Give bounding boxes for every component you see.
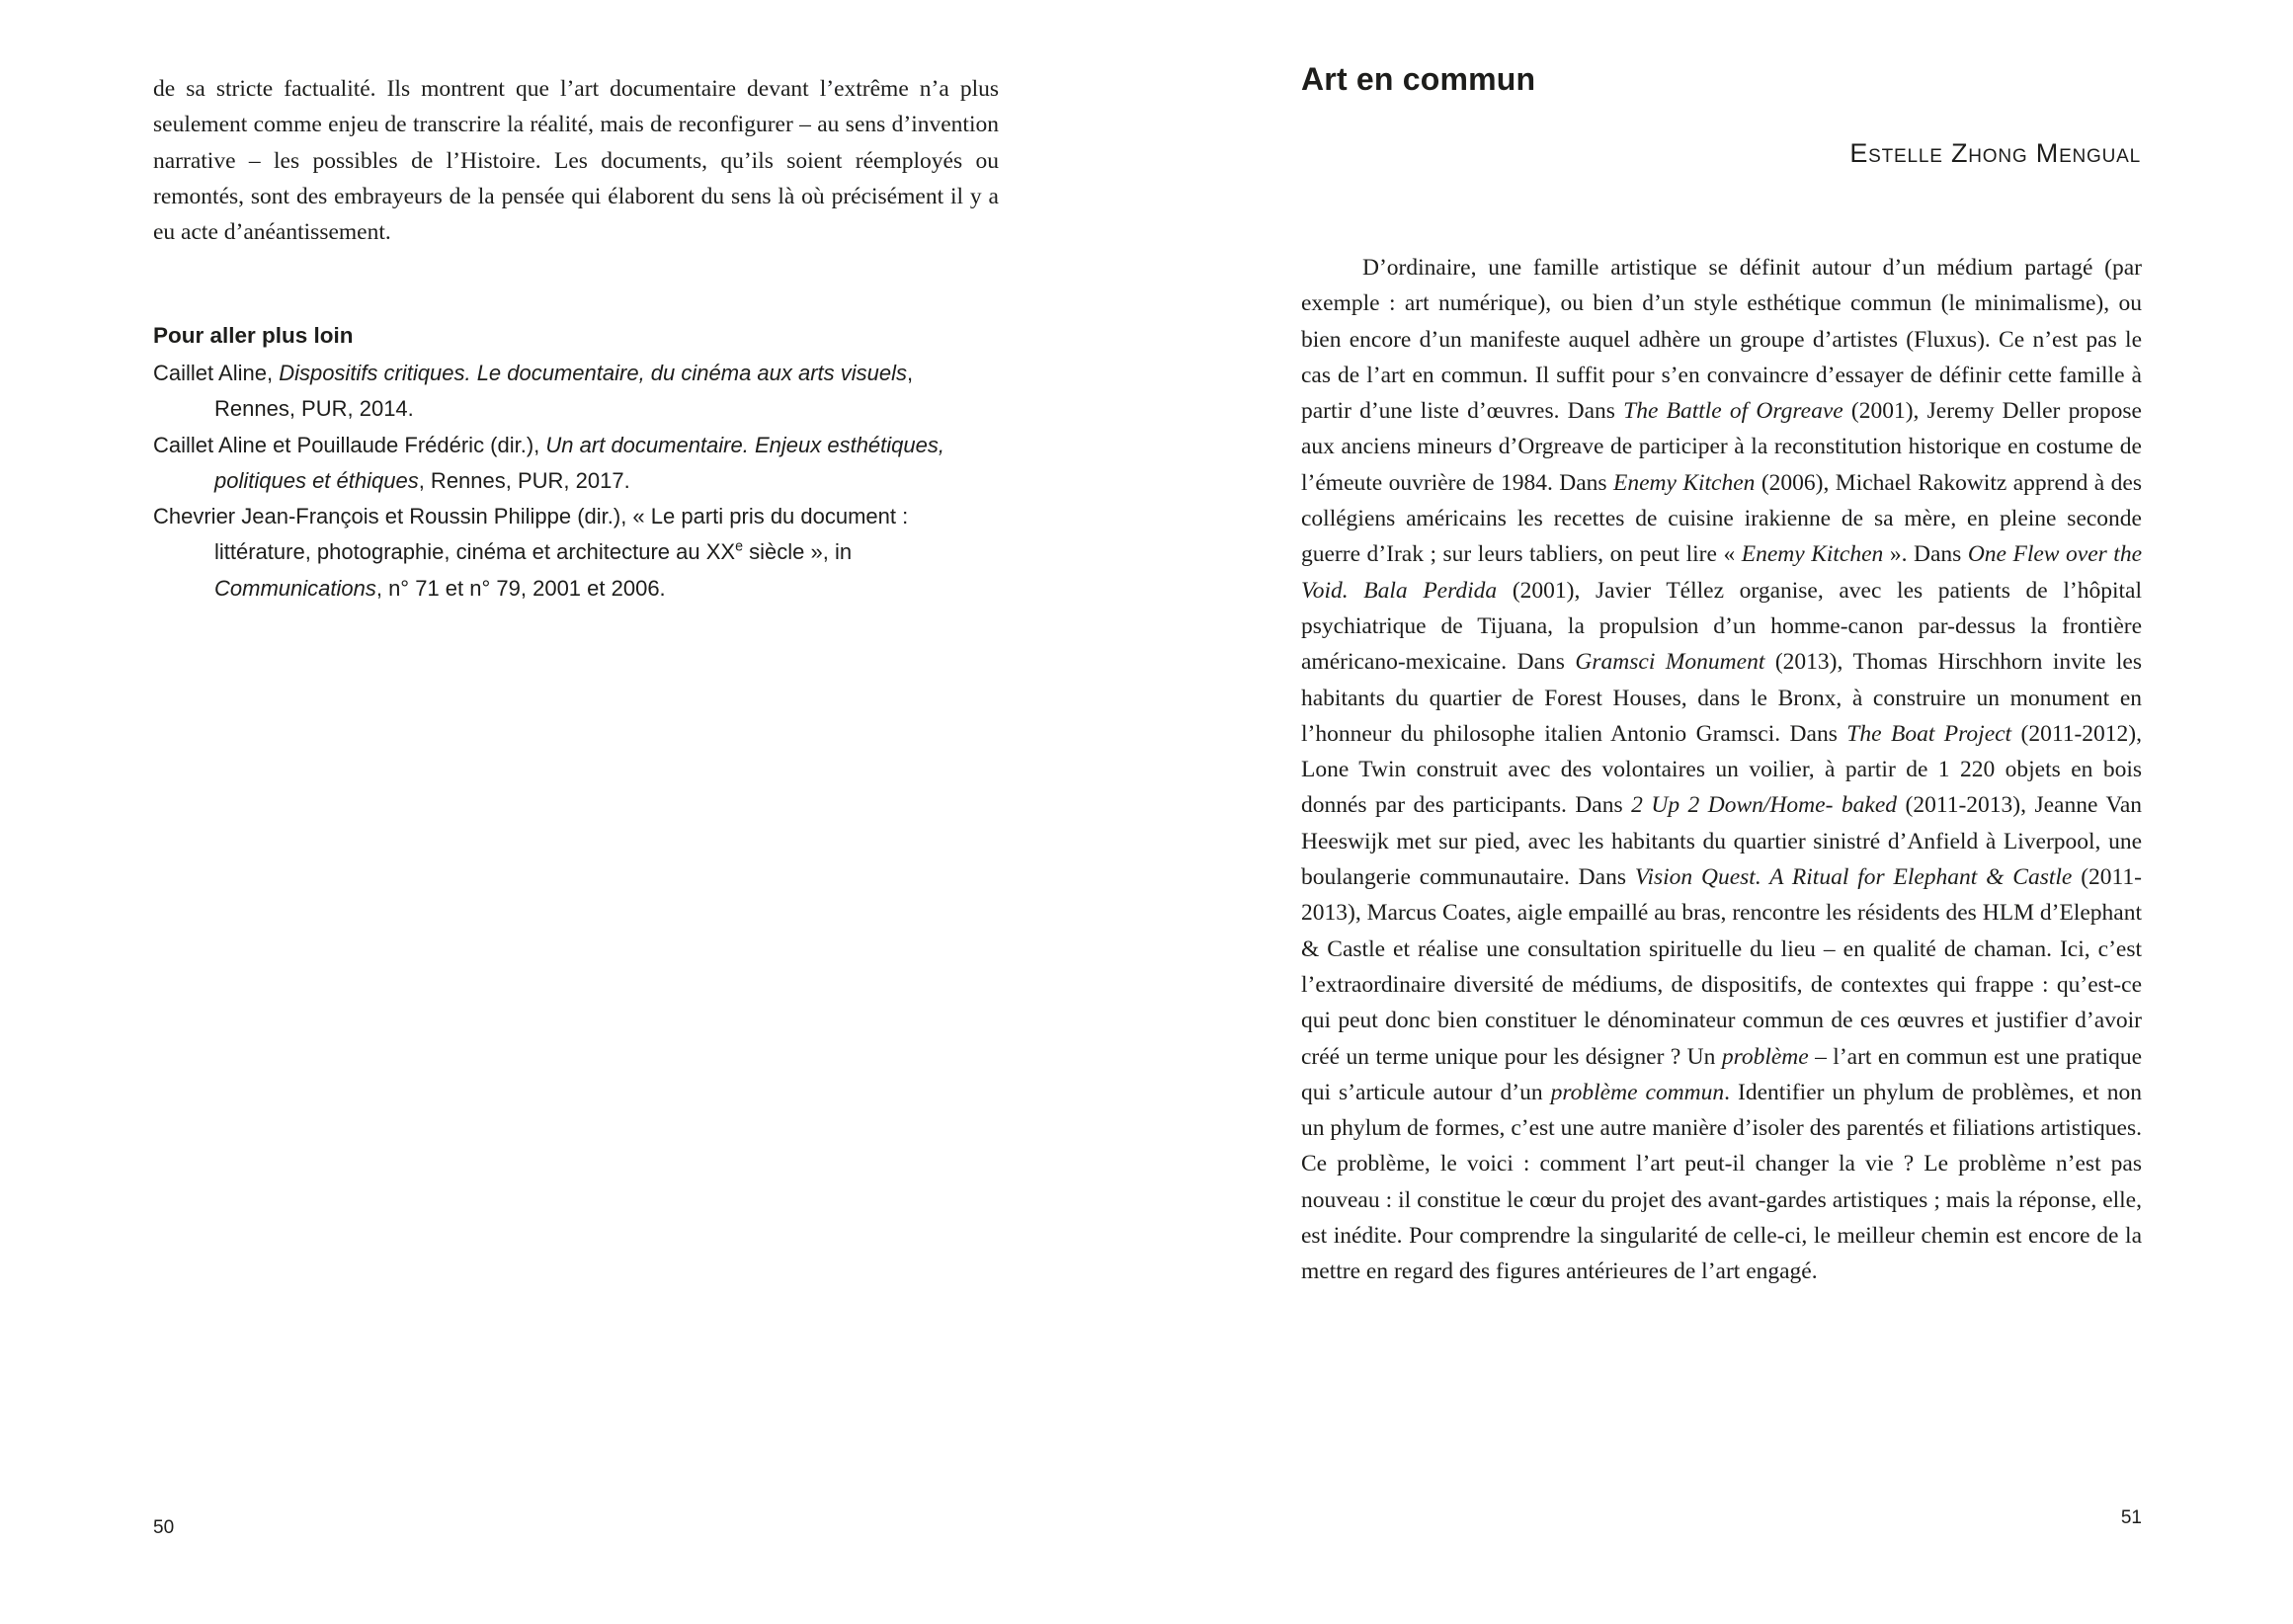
further-reading-heading: Pour aller plus loin <box>153 323 354 348</box>
bibliography-entry: Chevrier Jean-François et Roussin Philippe (dir.), « Le parti pris du document : littérature, photographie, cinéma et architecture au XXe siècle », in Communications, n° 71 et n° 79, 2001 et 2006. <box>153 504 909 601</box>
page-right <box>1147 0 2293 1624</box>
chapter-title: Art en commun <box>1301 61 1536 97</box>
page-number-right: 51 <box>2120 1507 2142 1528</box>
bibliography-entry: Caillet Aline, Dispositifs critiques. Le documentaire, du cinéma aux arts visuels, Rennes, PUR, 2014. <box>153 361 914 422</box>
left-body-paragraph: de sa stricte factualité. Ils montrent que l’art documentaire devant l’extrême n’a plus seulement comme enjeu de transcrire la réalité, mais de reconfigurer – au sens d’invention narrative – les possibles de l’Histoire. Les documents, qu’ils soient réemployés ou remontés, sont des embrayeurs de la pensée qui élaborent du sens là où précisément il y a eu acte d’anéantissement. <box>153 76 999 246</box>
page-left <box>0 0 1146 1624</box>
bibliography-entry: Caillet Aline et Pouillaude Frédéric (dir.), Un art documentaire. Enjeux esthétiques, politiques et éthiques, Rennes, PUR, 2017. <box>153 432 944 493</box>
page-number-left: 50 <box>153 1517 175 1538</box>
chapter-body-paragraph: D’ordinaire, une famille artistique se définit autour d’un médium partagé (par exemple : art numérique), ou bien d’un style esthétique commun (le minimalisme), ou bien encore d’un manifeste auquel adhère un groupe d’artistes (Fluxus). Ce n’est pas le cas de l’art en commun. Il suffit pour s’en convaincre d’essayer de définir cette famille à partir d’une liste d’œuvres. Dans The Battle of Orgreave (2001), Jeremy Deller propose aux anciens mineurs d’Orgreave de participer à la reconstitution historique en costume de l’émeute ouvrière de 1984. Dans Enemy Kitchen (2006), Michael Rakowitz apprend à des collégiens américains les recettes de cuisine irakienne de sa mère, en pleine seconde guerre d’Irak ; sur leurs tabliers, on peut lire « Enemy Kitchen ». Dans One Flew over the Void. Bala Perdida (2001), Javier Téllez organise, avec les patients de l’hôpital psychiatrique de Tijuana, la propulsion d’un homme-canon par-dessus la frontière américano-mexicaine. Dans Gramsci Monument (2013), Thomas Hirschhorn invite les habitants du quartier de Forest Houses, dans le Bronx, à construire un monument en l’honneur du philosophe italien Antonio Gramsci. Dans The Boat Project (2011-2012), Lone Twin construit avec des volontaires un voilier, à partir de 1 220 objets en bois donnés par des participants. Dans 2 Up 2 Down/Home- baked (2011-2013), Jeanne Van Heeswijk met sur pied, avec les habitants du quartier sinistré d’Anfield à Liverpool, une boulangerie communautaire. Dans Vision Quest. A Ritual for Elephant & Castle (2011-2013), Marcus Coates, aigle empaillé au bras, rencontre les résidents des HLM d’Elephant & Castle et réalise une consultation spirituelle du lieu – en qualité de chaman. Ici, c’est l’extraordinaire diversité de médiums, de dispositifs, de contextes qui frappe : qu’est-ce qui peut donc bien constituer le dénominateur commun de ces œuvres et justifier d’avoir créé un terme unique pour les désigner ? Un problème – l’art en commun est une pratique qui s’articule autour d’un problème commun. Identifier un phylum de problèmes, et non un phylum de formes, c’est une autre manière d’isoler des parentés et filiations artistiques. Ce problème, le voici : comment l’art peut-il changer la vie ? Le problème n’est pas nouveau : il constitue le cœur du projet des avant-gardes artistiques ; mais la réponse, elle, est inédite. Pour comprendre la singularité de celle-ci, le meilleur chemin est encore de la mettre en regard des figures antérieures de l’art engagé. <box>1301 255 2143 1285</box>
further-reading-section <box>153 318 999 607</box>
chapter-author: Estelle Zhong Mengual <box>1849 138 2141 168</box>
